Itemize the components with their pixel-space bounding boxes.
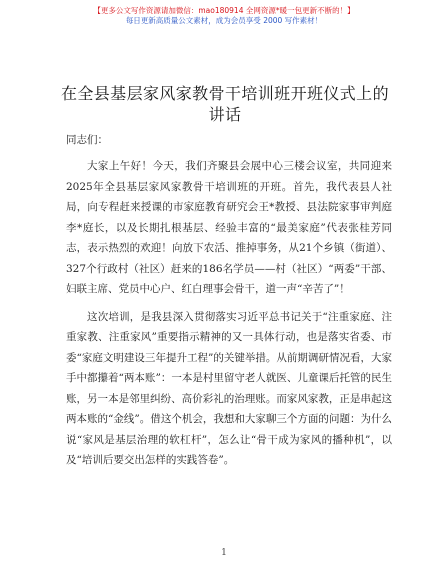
promo-banner (0, 6, 448, 26)
page-number: 1 (221, 548, 227, 558)
document-title (60, 83, 390, 125)
title-line-1: 在全县基层家风家教骨干培训班开班仪式上的 (60, 84, 389, 103)
greeting: 同志们： (66, 134, 108, 146)
paragraph-1: 大家上午好！今天，我们齐聚县会展中心三楼会议室，共同迎来2025年全县基层家风家教骨干培训班的开班。首先，我代表县人社局，向专程赶来授课的市家庭教育研究会王*教授、县法院家事审判庭李*庭长，以及长期扎根基层、经验丰富的“最美家庭”代表张桂芳同志，表示热烈的欢迎！向放下农活、推掉事务，从21个乡镇（街道）、327个行政村（社区）赶来的186名学员——村（社区）“两委”干部、妇联主席、党员中心户、红白理事会骨干，道一声“辛苦了”！ (66, 160, 392, 295)
title-line-2: 讲话 (208, 105, 242, 124)
banner-line-2: 每日更新高质量公文素材，成为会员享受 2000 写作素材！ (125, 16, 323, 25)
banner-line-1: 【更多公文写作资源请加微信：mao180914 全网资源*暖一包更新不断的！】 (93, 6, 355, 15)
document-body (66, 156, 392, 471)
paragraph-2: 这次培训，是我县深入贯彻落实习近平总书记关于“注重家庭、注重家教、注重家风”重要指示精神的又一具体行动，也是落实省委、市委“家庭文明建设三年提升工程”的关键举措。从前期调研情况看，大家手中都攥着“两本账”：一本是村里留守老人就医、儿童课后托管的民生账，另一本是邻里纠纷、高价彩礼的治理账。而家风家教，正是串起这两本账的“金线”。借这个机会，我想和大家聊三个方面的问题：为什么说“家风是基层治理的软杠杆”，怎么让“骨干成为家风的播种机”，以及“培训后要交出怎样的实践答卷”。 (66, 310, 392, 466)
